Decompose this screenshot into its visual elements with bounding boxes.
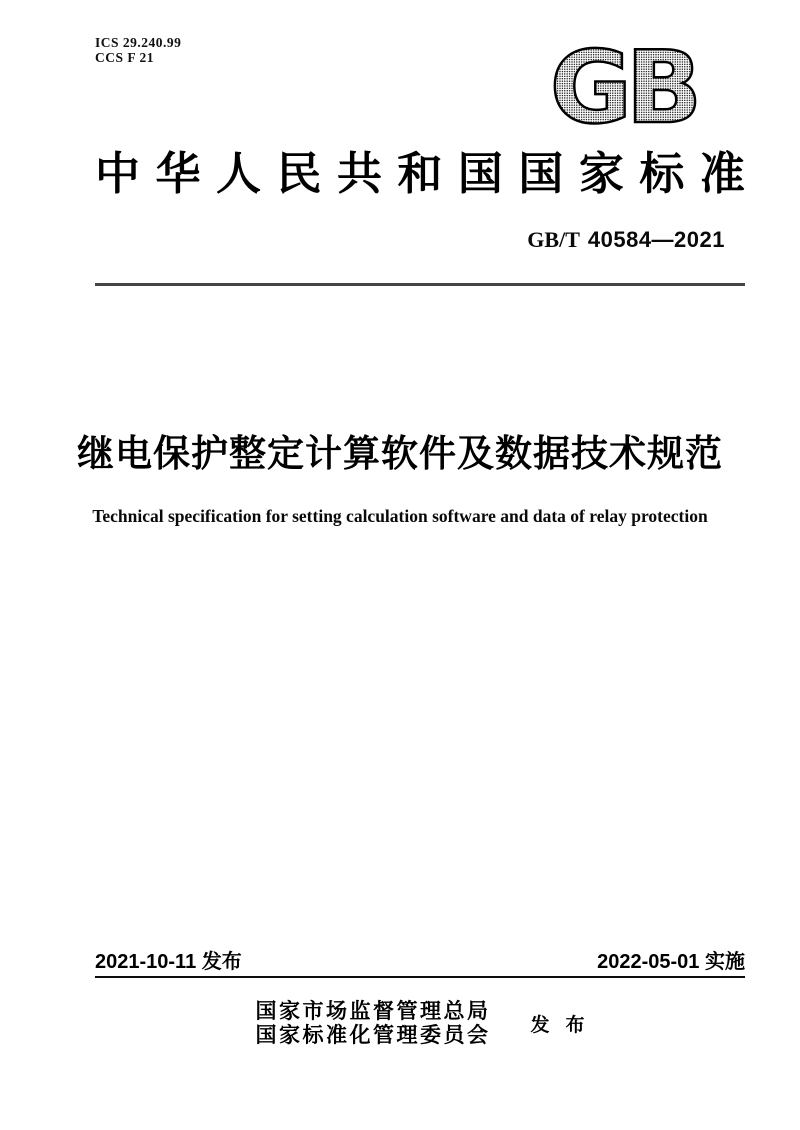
standard-code-number: 40584—2021 [587, 227, 725, 252]
gb-logo-text: GB [549, 44, 697, 129]
publisher-block [95, 999, 745, 1047]
national-standard-title: 中 华 人 民 共 和 国 国 家 标 准 [95, 149, 745, 199]
publisher-names [255, 999, 490, 1047]
dates-row [95, 951, 745, 974]
implement-date: 2022-05-01 实施 [597, 951, 745, 973]
document-title-english: Technical specification for setting calculation software and data of relay protection [92, 506, 708, 526]
standard-code [95, 228, 745, 252]
ccs-code: CCS F 21 [95, 50, 155, 65]
issue-date: 2021-10-11 发布 [95, 951, 242, 973]
classification-codes [95, 35, 181, 65]
publisher-line-1: 国家市场监督管理总局 [255, 999, 491, 1023]
ics-code: ICS 29.240.99 [95, 35, 182, 50]
document-title-chinese: 继电保护整定计算软件及数据技术规范 [77, 433, 723, 474]
bottom-divider-rule [95, 976, 745, 978]
gb-logo-icon [542, 44, 704, 129]
standard-code-prefix: GB/T [527, 227, 580, 252]
publish-label: 发布 [530, 1014, 601, 1036]
publisher-line-2: 国家标准化管理委员会 [255, 1023, 491, 1047]
top-divider-rule [95, 283, 745, 286]
